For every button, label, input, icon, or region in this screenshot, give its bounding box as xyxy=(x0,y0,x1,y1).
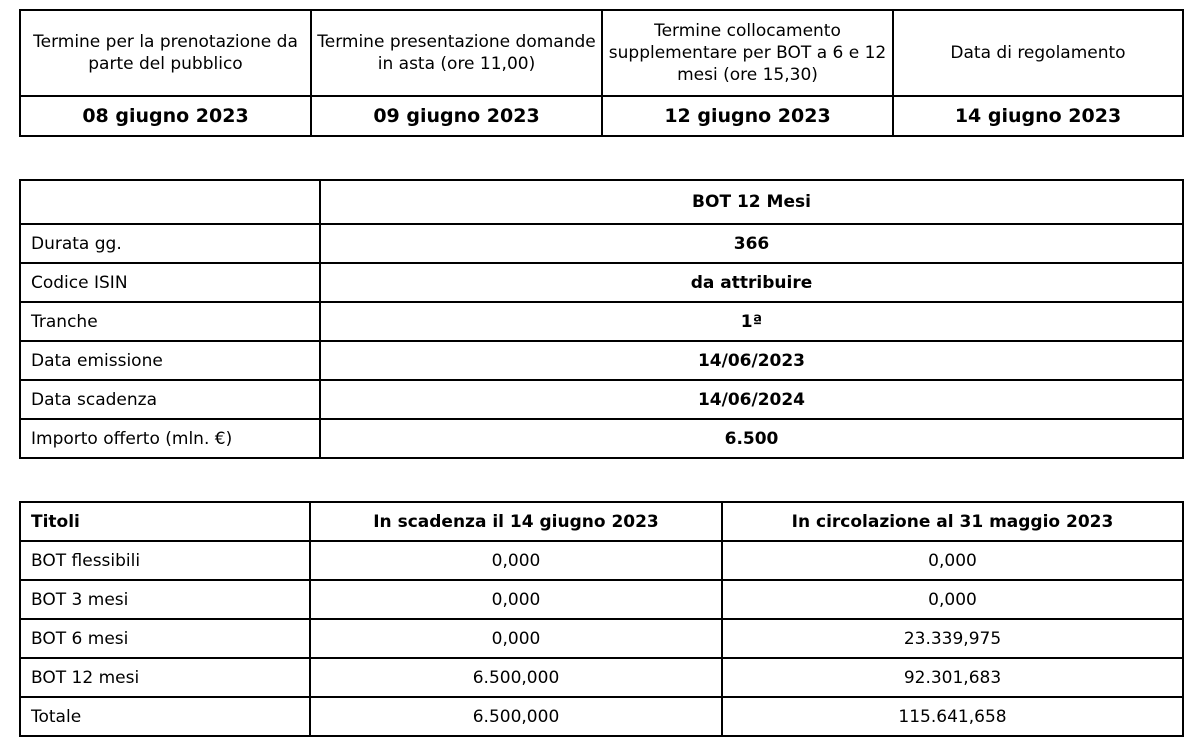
titoli-table xyxy=(19,501,1184,737)
cell-value: 6.500,000 xyxy=(310,697,722,736)
table-row xyxy=(20,302,1183,341)
row-label: BOT 12 mesi xyxy=(20,658,310,697)
date-value: 12 giugno 2023 xyxy=(602,96,893,136)
row-label: Importo offerto (mln. €) xyxy=(20,419,320,458)
row-label: Durata gg. xyxy=(20,224,320,263)
header-cell: Termine collocamento supplementare per BOT a 6 e 12 mesi (ore 15,30) xyxy=(602,10,893,96)
cell-value: 0,000 xyxy=(722,541,1183,580)
row-label: Data scadenza xyxy=(20,380,320,419)
row-label: BOT 6 mesi xyxy=(20,619,310,658)
date-value: 09 giugno 2023 xyxy=(311,96,602,136)
cell-value: 0,000 xyxy=(310,541,722,580)
row-label: BOT 3 mesi xyxy=(20,580,310,619)
row-label: Tranche xyxy=(20,302,320,341)
dates-value-row xyxy=(20,96,1183,136)
bot-details-table xyxy=(19,179,1184,459)
row-label: BOT flessibili xyxy=(20,541,310,580)
table-row xyxy=(20,541,1183,580)
cell-value: 6.500,000 xyxy=(310,658,722,697)
row-value: 366 xyxy=(320,224,1183,263)
table-row xyxy=(20,224,1183,263)
column-header: In circolazione al 31 maggio 2023 xyxy=(722,502,1183,541)
header-cell: Termine presentazione domande in asta (ore 11,00) xyxy=(311,10,602,96)
column-header: Titoli xyxy=(20,502,310,541)
table-row xyxy=(20,341,1183,380)
table-row xyxy=(20,697,1183,736)
table-row xyxy=(20,580,1183,619)
dates-header-row xyxy=(20,10,1183,96)
titoli-header-row xyxy=(20,502,1183,541)
row-value: 14/06/2024 xyxy=(320,380,1183,419)
row-value: 1ª xyxy=(320,302,1183,341)
auction-dates-table xyxy=(19,9,1184,137)
cell-value: 92.301,683 xyxy=(722,658,1183,697)
column-header: In scadenza il 14 giugno 2023 xyxy=(310,502,722,541)
date-value: 14 giugno 2023 xyxy=(893,96,1183,136)
date-value: 08 giugno 2023 xyxy=(20,96,311,136)
cell-value: 0,000 xyxy=(310,580,722,619)
header-cell: Data di regolamento xyxy=(893,10,1183,96)
cell-value: 0,000 xyxy=(722,580,1183,619)
table-row xyxy=(20,619,1183,658)
row-label: Totale xyxy=(20,697,310,736)
row-value: 14/06/2023 xyxy=(320,341,1183,380)
row-value: 6.500 xyxy=(320,419,1183,458)
row-value: da attribuire xyxy=(320,263,1183,302)
bot-title: BOT 12 Mesi xyxy=(320,180,1183,224)
cell-value: 115.641,658 xyxy=(722,697,1183,736)
row-label: Codice ISIN xyxy=(20,263,320,302)
table-row xyxy=(20,263,1183,302)
empty-header-cell xyxy=(20,180,320,224)
table-row xyxy=(20,658,1183,697)
cell-value: 23.339,975 xyxy=(722,619,1183,658)
bot-header-row xyxy=(20,180,1183,224)
header-cell: Termine per la prenotazione da parte del pubblico xyxy=(20,10,311,96)
table-row xyxy=(20,419,1183,458)
table-row xyxy=(20,380,1183,419)
cell-value: 0,000 xyxy=(310,619,722,658)
row-label: Data emissione xyxy=(20,341,320,380)
